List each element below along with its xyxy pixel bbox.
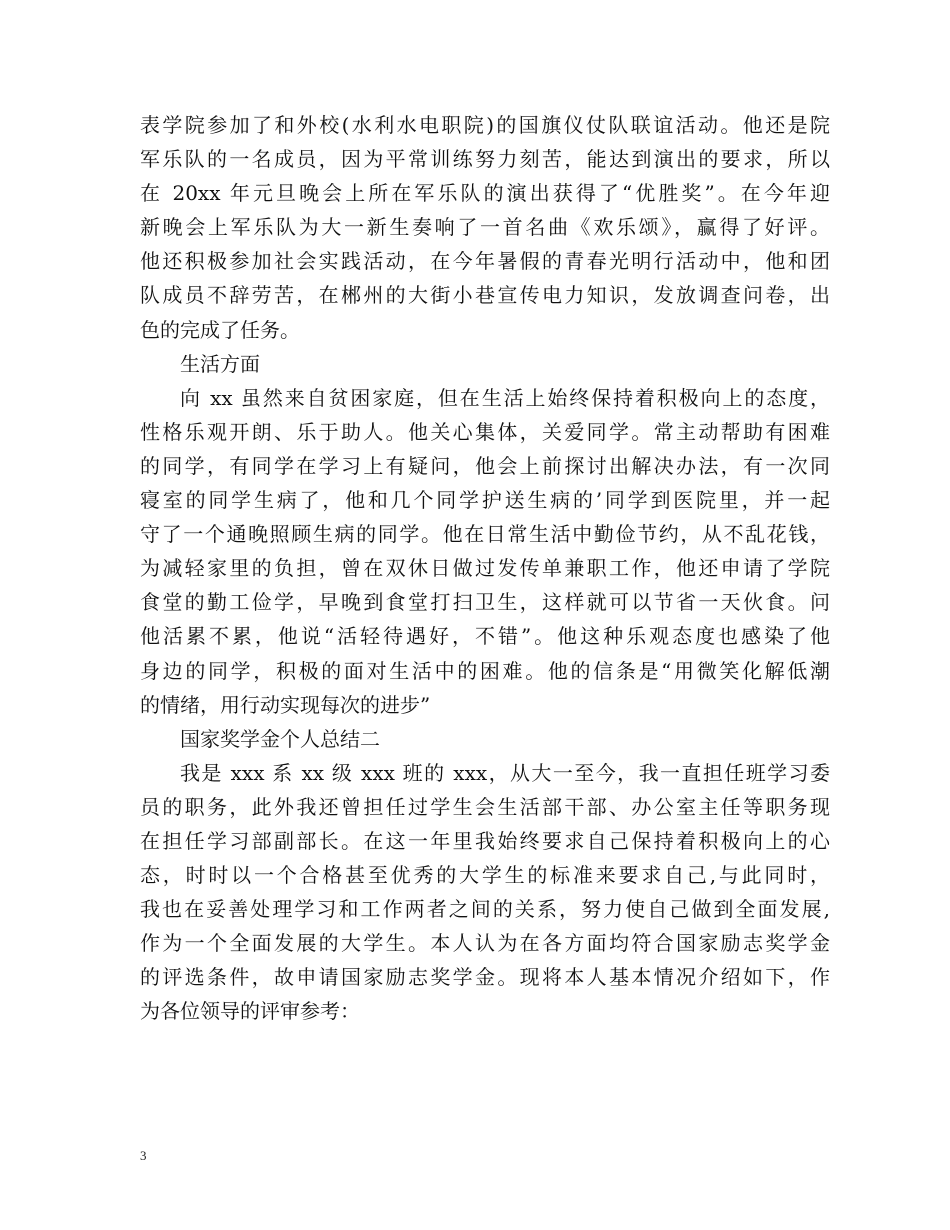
text-line: 向 xx 虽然来自贫困家庭，但在生活上始终保持着积极向上的态度， (180, 385, 830, 410)
text-line: 身边的同学，积极的面对生活中的困难。他的信条是“用微笑化解低潮 (140, 658, 830, 683)
text-line: 性格乐观开朗、乐于助人。他关心集体，关爱同学。常主动帮助有困难 (140, 419, 830, 444)
text-line: 在 20xx 年元旦晚会上所在军乐队的演出获得了“优胜奖”。在今年迎 (140, 181, 830, 206)
text-line: 作为一个全面发展的大学生。本人认为在各方面均符合国家励志奖学金 (140, 931, 830, 956)
text-line: 表学院参加了和外校(水利水电职院)的国旗仪仗队联谊活动。他还是院 (140, 113, 830, 137)
section-heading-summary-two: 国家奖学金个人总结二 (180, 726, 380, 751)
section-heading-life: 生活方面 (180, 351, 260, 376)
text-line: 寝室的同学生病了，他和几个同学护送生病的’同学到医院里，并一起 (140, 488, 830, 513)
text-line: 军乐队的一名成员，因为平常训练努力刻苦，能达到演出的要求，所以 (140, 147, 830, 172)
text-line: 的评选条件，故申请国家励志奖学金。现将本人基本情况介绍如下，作 (140, 965, 830, 990)
text-line: 我也在妥善处理学习和工作两者之间的关系，努力使自己做到全面发展, (140, 897, 830, 922)
text-line: 我是 xxx 系 xx 级 xxx 班的 xxx，从大一至今，我一直担任班学习委 (180, 760, 830, 785)
text-line: 守了一个通晚照顾生病的同学。他在日常生活中勤俭节约，从不乱花钱， (140, 522, 830, 547)
body-text (140, 108, 830, 1029)
text-line: 的情绪，用行动实现每次的进步” (140, 692, 431, 717)
text-line: 为各位领导的评审参考： (140, 999, 360, 1024)
text-line: 色的完成了任务。 (140, 317, 300, 342)
page-number: 3 (140, 1148, 147, 1163)
text-line: 队成员不辞劳苦，在郴州的大街小巷宣传电力知识，发放调查问卷，出 (140, 283, 830, 308)
text-line: 他活累不累，他说“活轻待遇好，不错”。他这种乐观态度也感染了他 (140, 624, 830, 649)
text-line: 食堂的勤工俭学，早晚到食堂打扫卫生，这样就可以节省一天伙食。问 (140, 590, 830, 615)
text-line: 为减轻家里的负担，曾在双休日做过发传单兼职工作，他还申请了学院 (140, 556, 830, 581)
text-line: 在担任学习部副部长。在这一年里我始终要求自己保持着积极向上的心 (140, 828, 830, 853)
text-line: 态，时时以一个合格甚至优秀的大学生的标准来要求自己,与此同时， (140, 863, 830, 888)
text-line: 新晚会上军乐队为大一新生奏响了一首名曲《欢乐颂》，赢得了好评。 (140, 215, 830, 240)
text-line: 员的职务，此外我还曾担任过学生会生活部干部、办公室主任等职务现 (140, 794, 830, 819)
text-line: 的同学，有同学在学习上有疑问，他会上前探讨出解决办法，有一次同 (140, 453, 830, 478)
text-line: 他还积极参加社会实践活动，在今年暑假的青春光明行活动中，他和团 (140, 249, 830, 274)
